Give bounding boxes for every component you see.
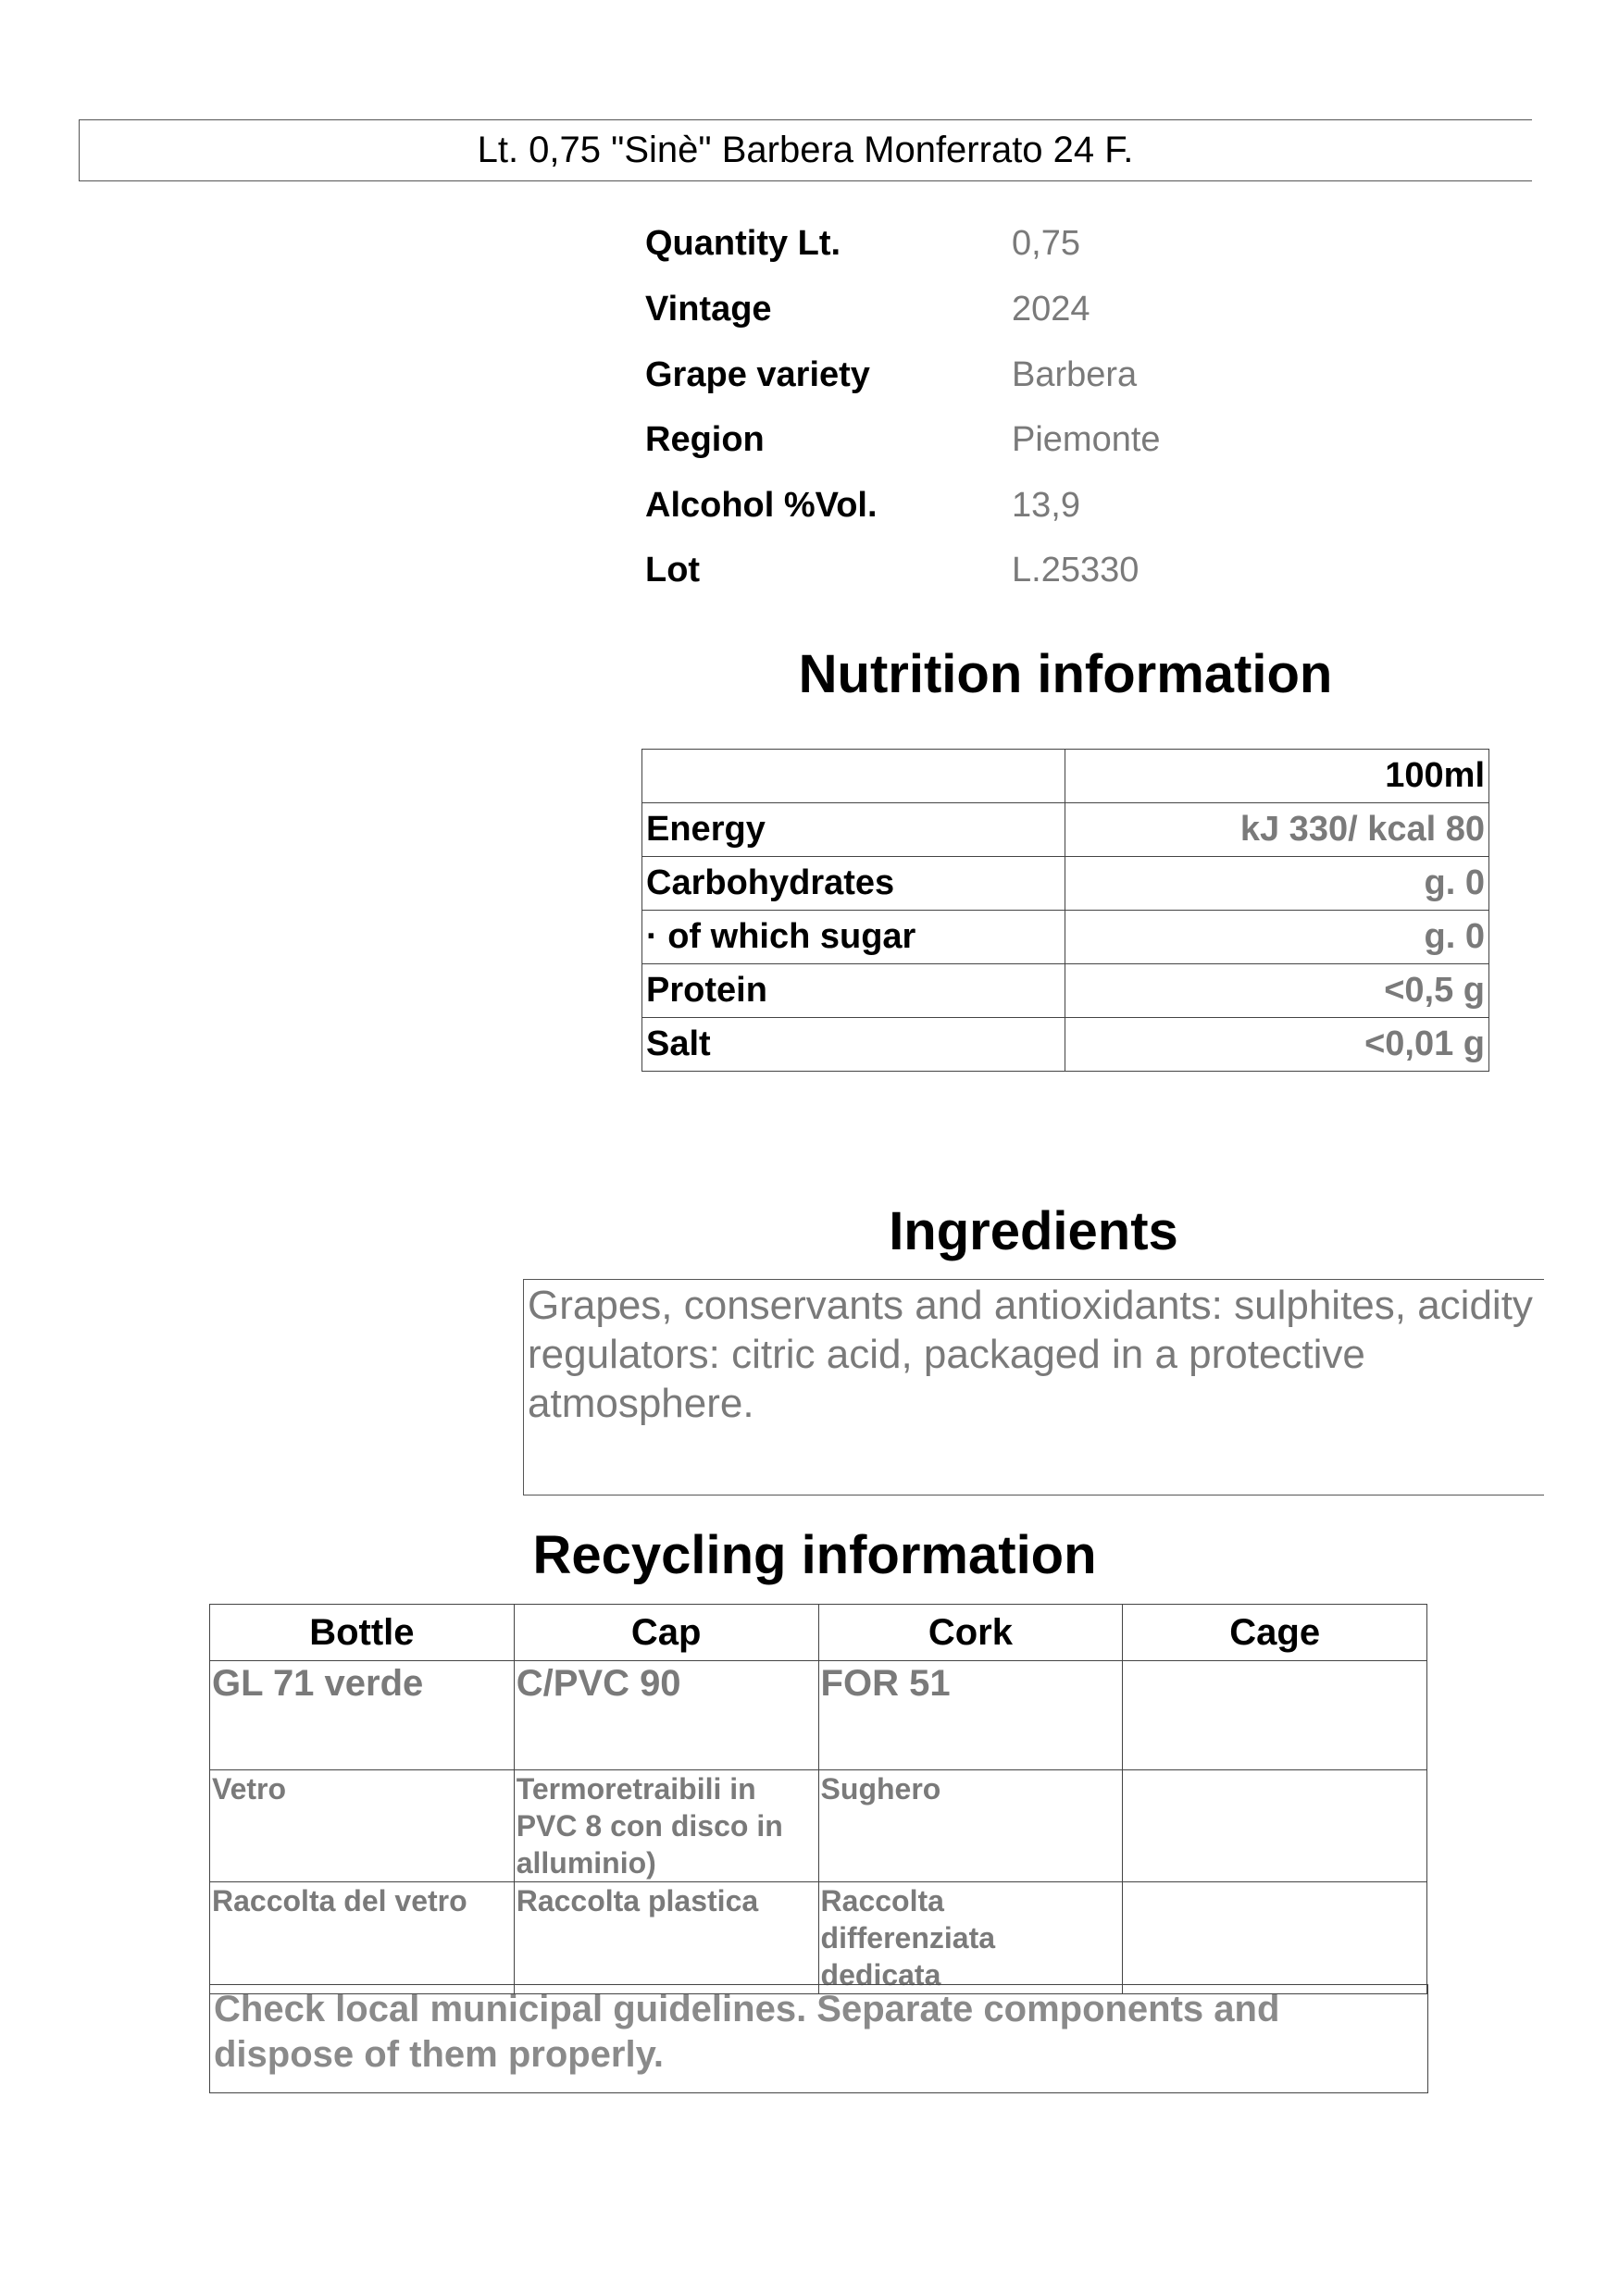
- nutrient-label: Protein: [642, 964, 1065, 1018]
- ingredients-text: Grapes, conservants and antioxidants: sulphites, acidity regulators: citric acid, packaged in a protective atmosphere.: [528, 1283, 1533, 1426]
- spec-label-lot: Lot: [645, 551, 701, 590]
- nutrient-label: Carbohydrates: [642, 857, 1065, 911]
- table-row: [642, 803, 1489, 857]
- product-title: Lt. 0,75 "Sinè" Barbera Monferrato 24 F.: [477, 130, 1134, 170]
- nutrient-value: <0,01 g: [1065, 1018, 1489, 1072]
- recycling-table: [209, 1604, 1427, 1994]
- recycling-code: GL 71 verde: [210, 1661, 515, 1770]
- spec-label-grape: Grape variety: [645, 355, 870, 394]
- nutrient-value: <0,5 g: [1065, 964, 1489, 1018]
- spec-value-lot: L.25330: [1012, 551, 1140, 590]
- table-row: [642, 911, 1489, 964]
- nutrition-column-header: 100ml: [1065, 750, 1489, 803]
- nutrient-label: Salt: [642, 1018, 1065, 1072]
- recycling-note: Check local municipal guidelines. Separate components and dispose of them properly.: [209, 1984, 1428, 2093]
- table-row: [642, 857, 1489, 911]
- recycling-heading: Recycling information: [532, 1525, 1097, 1585]
- spec-value-quantity: 0,75: [1012, 224, 1080, 263]
- recycling-material: Sughero: [818, 1770, 1123, 1882]
- table-row: [642, 750, 1489, 803]
- spec-value-grape: Barbera: [1012, 355, 1138, 394]
- nutrient-value: kJ 330/ kcal 80: [1065, 803, 1489, 857]
- nutrition-heading: Nutrition information: [798, 644, 1333, 704]
- table-row: [642, 964, 1489, 1018]
- table-cell: [642, 750, 1065, 803]
- recycling-col-bottle: Bottle: [210, 1605, 515, 1661]
- ingredients-heading: Ingredients: [889, 1201, 1178, 1261]
- table-row: [642, 1018, 1489, 1072]
- recycling-code: C/PVC 90: [514, 1661, 818, 1770]
- table-row: [210, 1882, 1427, 1994]
- recycling-collection: [1123, 1882, 1427, 1994]
- recycling-collection: Raccolta del vetro: [210, 1882, 515, 1994]
- recycling-col-cork: Cork: [818, 1605, 1123, 1661]
- recycling-material: Termoretraibili in PVC 8 con disco in alluminio): [514, 1770, 818, 1882]
- spec-label-vintage: Vintage: [645, 290, 772, 329]
- table-row: [210, 1661, 1427, 1770]
- table-row: [210, 1770, 1427, 1882]
- recycling-material: Vetro: [210, 1770, 515, 1882]
- recycling-col-cap: Cap: [514, 1605, 818, 1661]
- spec-value-vintage: 2024: [1012, 290, 1090, 329]
- table-row: [210, 1605, 1427, 1661]
- recycling-code: FOR 51: [818, 1661, 1123, 1770]
- spec-value-alcohol: 13,9: [1012, 486, 1080, 525]
- recycling-col-cage: Cage: [1123, 1605, 1427, 1661]
- nutrient-label: · of which sugar: [642, 911, 1065, 964]
- spec-label-alcohol: Alcohol %Vol.: [645, 486, 878, 525]
- recycling-material: [1123, 1770, 1427, 1882]
- recycling-collection: Raccolta plastica: [514, 1882, 818, 1994]
- nutrient-value: g. 0: [1065, 857, 1489, 911]
- spec-value-region: Piemonte: [1012, 420, 1161, 459]
- nutrition-table: [641, 749, 1489, 1072]
- spec-label-quantity: Quantity Lt.: [645, 224, 841, 263]
- nutrient-value: g. 0: [1065, 911, 1489, 964]
- recycling-collection: Raccolta differenziata dedicata: [818, 1882, 1123, 1994]
- recycling-code: [1123, 1661, 1427, 1770]
- spec-label-region: Region: [645, 420, 765, 459]
- nutrient-label: Energy: [642, 803, 1065, 857]
